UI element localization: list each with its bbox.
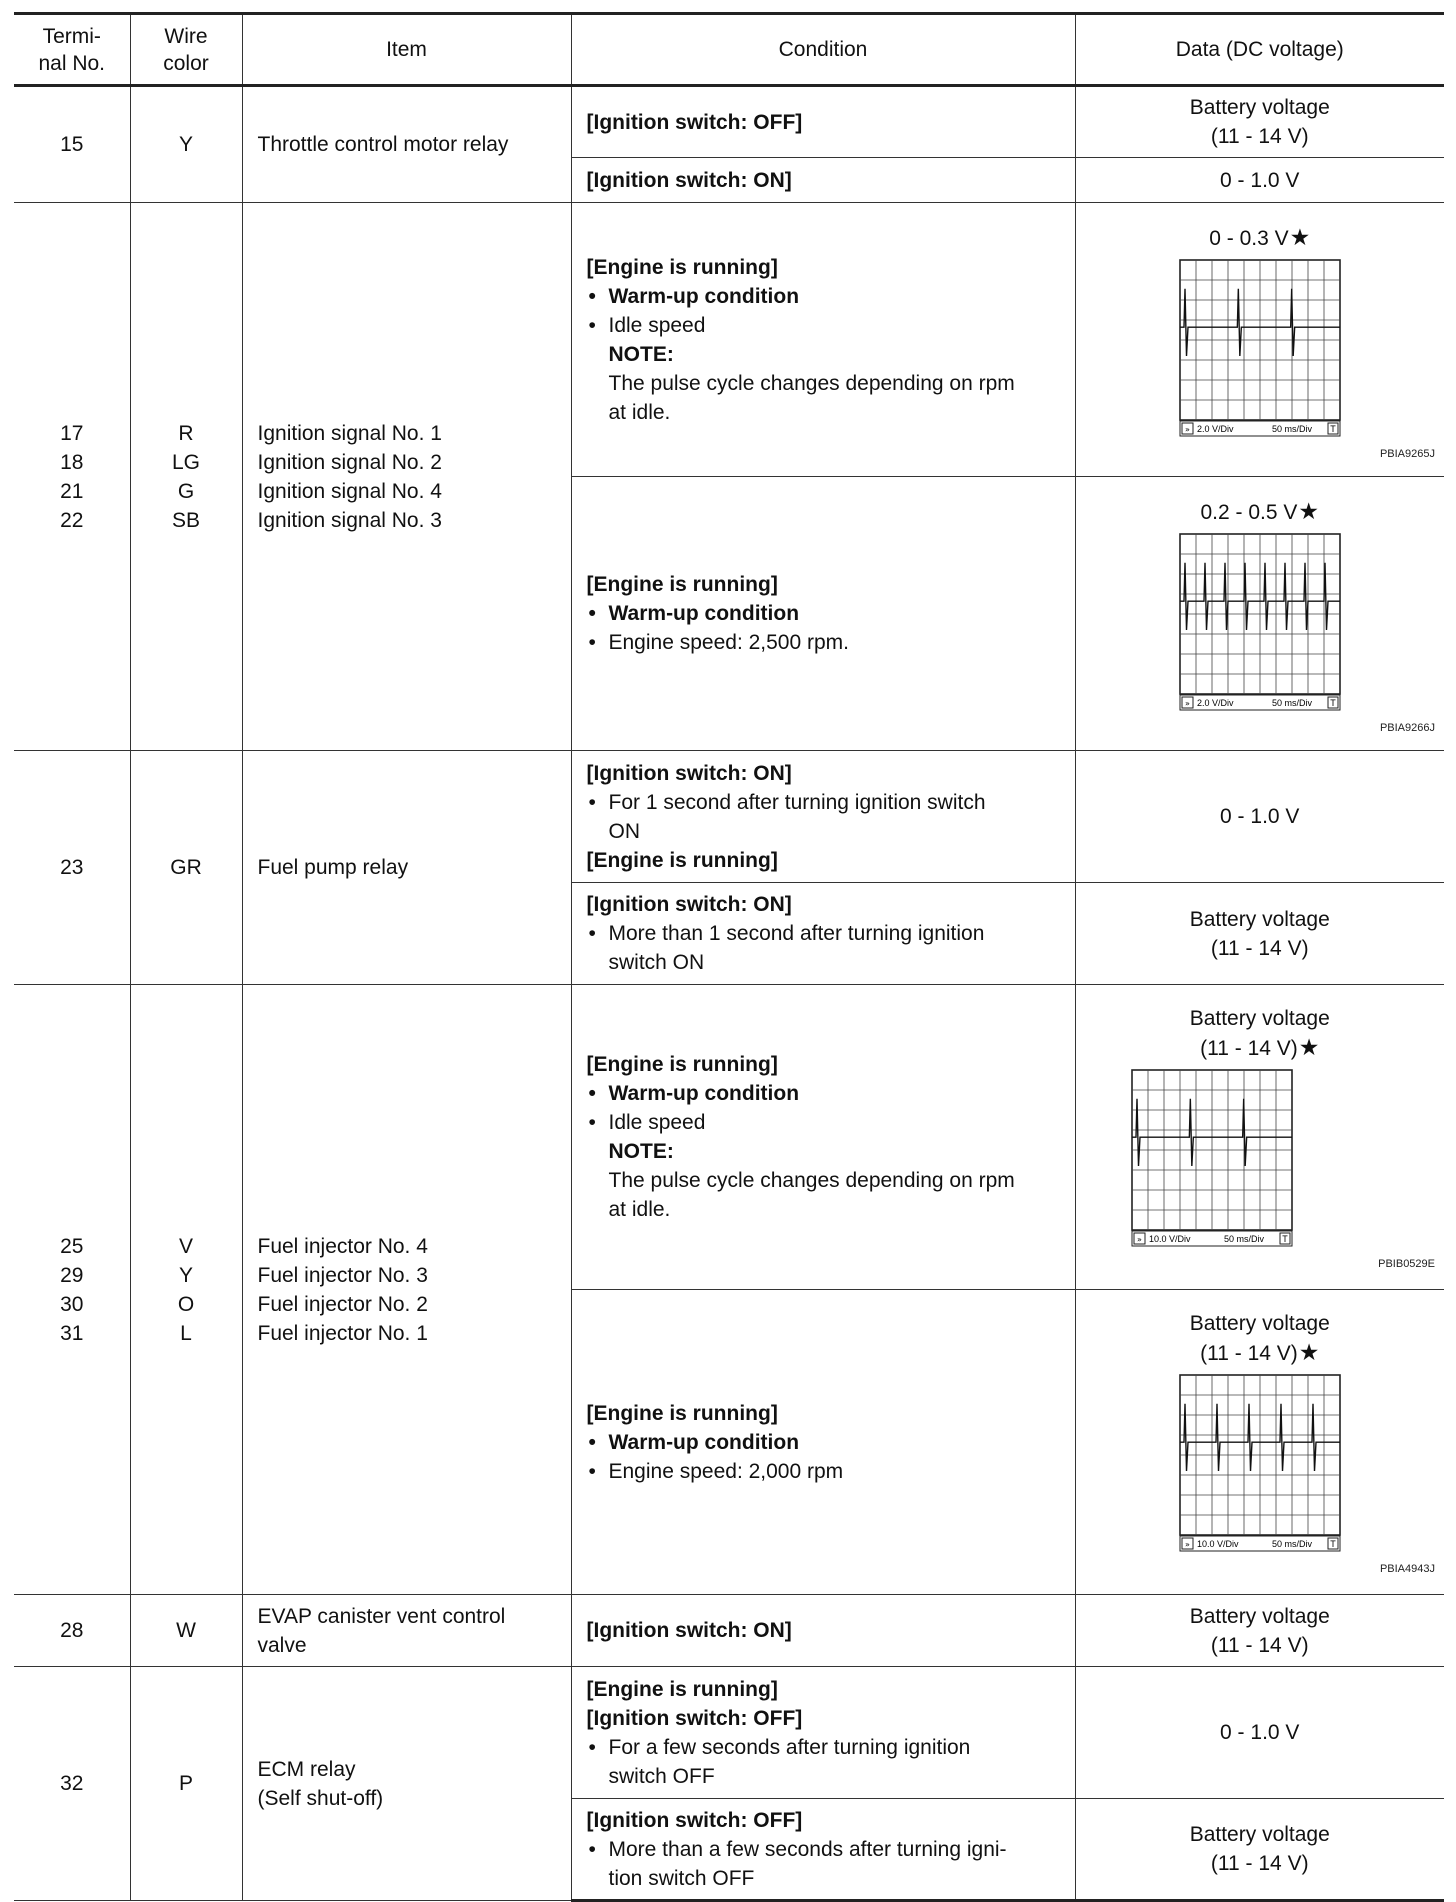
condition-bullet: • Warm-up condition <box>587 1428 1060 1457</box>
condition-cell: [Engine is running] [Ignition switch: OFF] • For a few seconds after turning ignition switch OFF <box>571 1667 1075 1799</box>
oscilloscope-waveform <box>1131 1069 1293 1251</box>
scope-trigger-label: T <box>1330 697 1336 708</box>
table-row <box>14 985 1444 1290</box>
header-row <box>14 14 1444 86</box>
star-icon: ★ <box>1289 223 1311 250</box>
terminal-cell: 17 18 21 22 <box>14 203 130 751</box>
data-cell: Battery voltage (11 - 14 V) <box>1075 1799 1444 1901</box>
condition-note: NOTE: The pulse cycle changes depending on rpm at idle. <box>608 1140 1015 1221</box>
table-row <box>14 1667 1444 1799</box>
oscilloscope-waveform <box>1179 1374 1341 1556</box>
scope-time-scale: 50 ms/Div <box>1271 423 1312 434</box>
scope-volt-scale: 2.0 V/Div <box>1196 697 1234 708</box>
header-wire-color: Wire color <box>130 14 242 86</box>
data-cell: 0.2 - 0.5 V★ » 2.0 V/Div 50 ms/Div T PBIA9266J <box>1075 477 1444 751</box>
item-cell: ECM relay (Self shut-off) <box>242 1667 571 1901</box>
data-cell: 0 - 1.0 V <box>1075 751 1444 883</box>
condition-cell: [Engine is running] • Warm-up condition • Idle speed NOTE: The pulse cycle changes depending on rpm at idle. <box>571 985 1075 1290</box>
wire-color-cell: R LG G SB <box>130 203 242 751</box>
table-row <box>14 86 1444 158</box>
condition-bullet: • More than a few seconds after turning igni- tion switch OFF <box>587 1835 1060 1893</box>
item-cell: Throttle control motor relay <box>242 86 571 203</box>
scope-arrows-icon: » <box>1184 424 1190 434</box>
condition-bullet: • Engine speed: 2,000 rpm <box>587 1457 1060 1486</box>
wire-color-cell: W <box>130 1595 242 1667</box>
scope-volt-scale: 2.0 V/Div <box>1196 423 1234 434</box>
item-cell: Fuel pump relay <box>242 751 571 985</box>
scope-volt-scale: 10.0 V/Div <box>1196 1538 1239 1549</box>
condition-note: NOTE: The pulse cycle changes depending on rpm at idle. <box>608 342 1015 424</box>
condition-cell: [Ignition switch: ON] <box>571 158 1075 203</box>
table-row <box>14 1595 1444 1667</box>
scope-trigger-label: T <box>1330 1538 1336 1549</box>
header-item: Item <box>242 14 571 86</box>
table-row <box>14 751 1444 883</box>
scope-arrows-icon: » <box>1136 1234 1142 1244</box>
table-row <box>14 203 1444 477</box>
figure-code: PBIB0529E <box>1378 1257 1435 1270</box>
condition-bullet: • For a few seconds after turning ignition switch OFF <box>587 1733 1060 1791</box>
terminal-cell: 32 <box>14 1667 130 1901</box>
terminal-cell: 28 <box>14 1595 130 1667</box>
data-cell: 0 - 0.3 V★ » 2.0 V/Div 50 ms/Div T PBIA9265J <box>1075 203 1444 477</box>
wire-color-cell: Y <box>130 86 242 203</box>
scope-time-scale: 50 ms/Div <box>1223 1233 1264 1244</box>
condition-bullet: • Idle speed <box>587 311 1060 340</box>
terminal-cell: 15 <box>14 86 130 203</box>
condition-cell: [Engine is running] • Warm-up condition • Idle speed NOTE: The pulse cycle changes depending on rpm at idle. <box>571 203 1075 477</box>
data-cell: Battery voltage (11 - 14 V) <box>1075 1595 1444 1667</box>
condition-bullet: • More than 1 second after turning ignition switch ON <box>587 919 1060 977</box>
figure-code: PBIA9265J <box>1379 447 1435 460</box>
data-cell: Battery voltage (11 - 14 V) <box>1075 86 1444 158</box>
condition-bullet: • For 1 second after turning ignition switch ON <box>587 788 1060 846</box>
data-cell: 0 - 1.0 V <box>1075 1667 1444 1799</box>
scope-time-scale: 50 ms/Div <box>1271 1538 1312 1549</box>
condition-bullet: • Idle speed <box>587 1108 1060 1137</box>
star-icon: ★ <box>1298 497 1319 524</box>
condition-cell: [Ignition switch: ON] • More than 1 second after turning ignition switch ON <box>571 883 1075 985</box>
star-icon: ★ <box>1298 1033 1320 1060</box>
ecm-terminal-table <box>14 12 1444 1902</box>
condition-bullet: • Warm-up condition <box>587 599 1060 628</box>
condition-bullet: • Warm-up condition <box>587 282 1060 311</box>
wire-color-cell: GR <box>130 751 242 985</box>
condition-cell: [Engine is running] • Warm-up condition • Engine speed: 2,000 rpm <box>571 1290 1075 1595</box>
terminal-cell: 25 29 30 31 <box>14 985 130 1595</box>
figure-code: PBIA9266J <box>1379 721 1435 734</box>
data-cell: Battery voltage (11 - 14 V)★ » 10.0 V/Div 50 ms/Div T PBIB0529E <box>1075 985 1444 1290</box>
condition-cell: [Engine is running] • Warm-up condition • Engine speed: 2,500 rpm. <box>571 477 1075 751</box>
header-data: Data (DC voltage) <box>1075 14 1444 86</box>
oscilloscope-waveform <box>1179 259 1341 441</box>
scope-trigger-label: T <box>1281 1233 1288 1244</box>
wire-color-cell: V Y O L <box>130 985 242 1595</box>
condition-cell: [Ignition switch: ON] • For 1 second after turning ignition switch ON [Engine is running] <box>571 751 1075 883</box>
condition-cell: [Ignition switch: ON] <box>571 1595 1075 1667</box>
condition-bullet: • Warm-up condition <box>587 1079 1060 1108</box>
scope-volt-scale: 10.0 V/Div <box>1148 1233 1191 1244</box>
condition-bullet: • Engine speed: 2,500 rpm. <box>587 628 1060 657</box>
wire-color-cell: P <box>130 1667 242 1901</box>
condition-cell: [Ignition switch: OFF] <box>571 86 1075 158</box>
data-cell: 0 - 1.0 V <box>1075 158 1444 203</box>
item-cell: EVAP canister vent control valve <box>242 1595 571 1667</box>
terminal-cell: 23 <box>14 751 130 985</box>
header-terminal: Termi- nal No. <box>14 14 130 86</box>
figure-code: PBIA4943J <box>1379 1562 1435 1575</box>
scope-arrows-icon: » <box>1184 1539 1190 1549</box>
oscilloscope-waveform <box>1179 533 1341 715</box>
star-icon: ★ <box>1298 1338 1320 1365</box>
scope-trigger-label: T <box>1330 423 1336 434</box>
scope-arrows-icon: » <box>1184 698 1190 708</box>
scope-time-scale: 50 ms/Div <box>1271 697 1312 708</box>
header-condition: Condition <box>571 14 1075 86</box>
data-cell: Battery voltage (11 - 14 V) <box>1075 883 1444 985</box>
data-cell: Battery voltage (11 - 14 V)★ » 10.0 V/Div 50 ms/Div T PBIA4943J <box>1075 1290 1444 1595</box>
item-cell: Fuel injector No. 4 Fuel injector No. 3 Fuel injector No. 2 Fuel injector No. 1 <box>242 985 571 1595</box>
item-cell: Ignition signal No. 1 Ignition signal No. 2 Ignition signal No. 4 Ignition signal No. 3 <box>242 203 571 751</box>
condition-cell: [Ignition switch: OFF] • More than a few seconds after turning igni- tion switch OFF <box>571 1799 1075 1901</box>
